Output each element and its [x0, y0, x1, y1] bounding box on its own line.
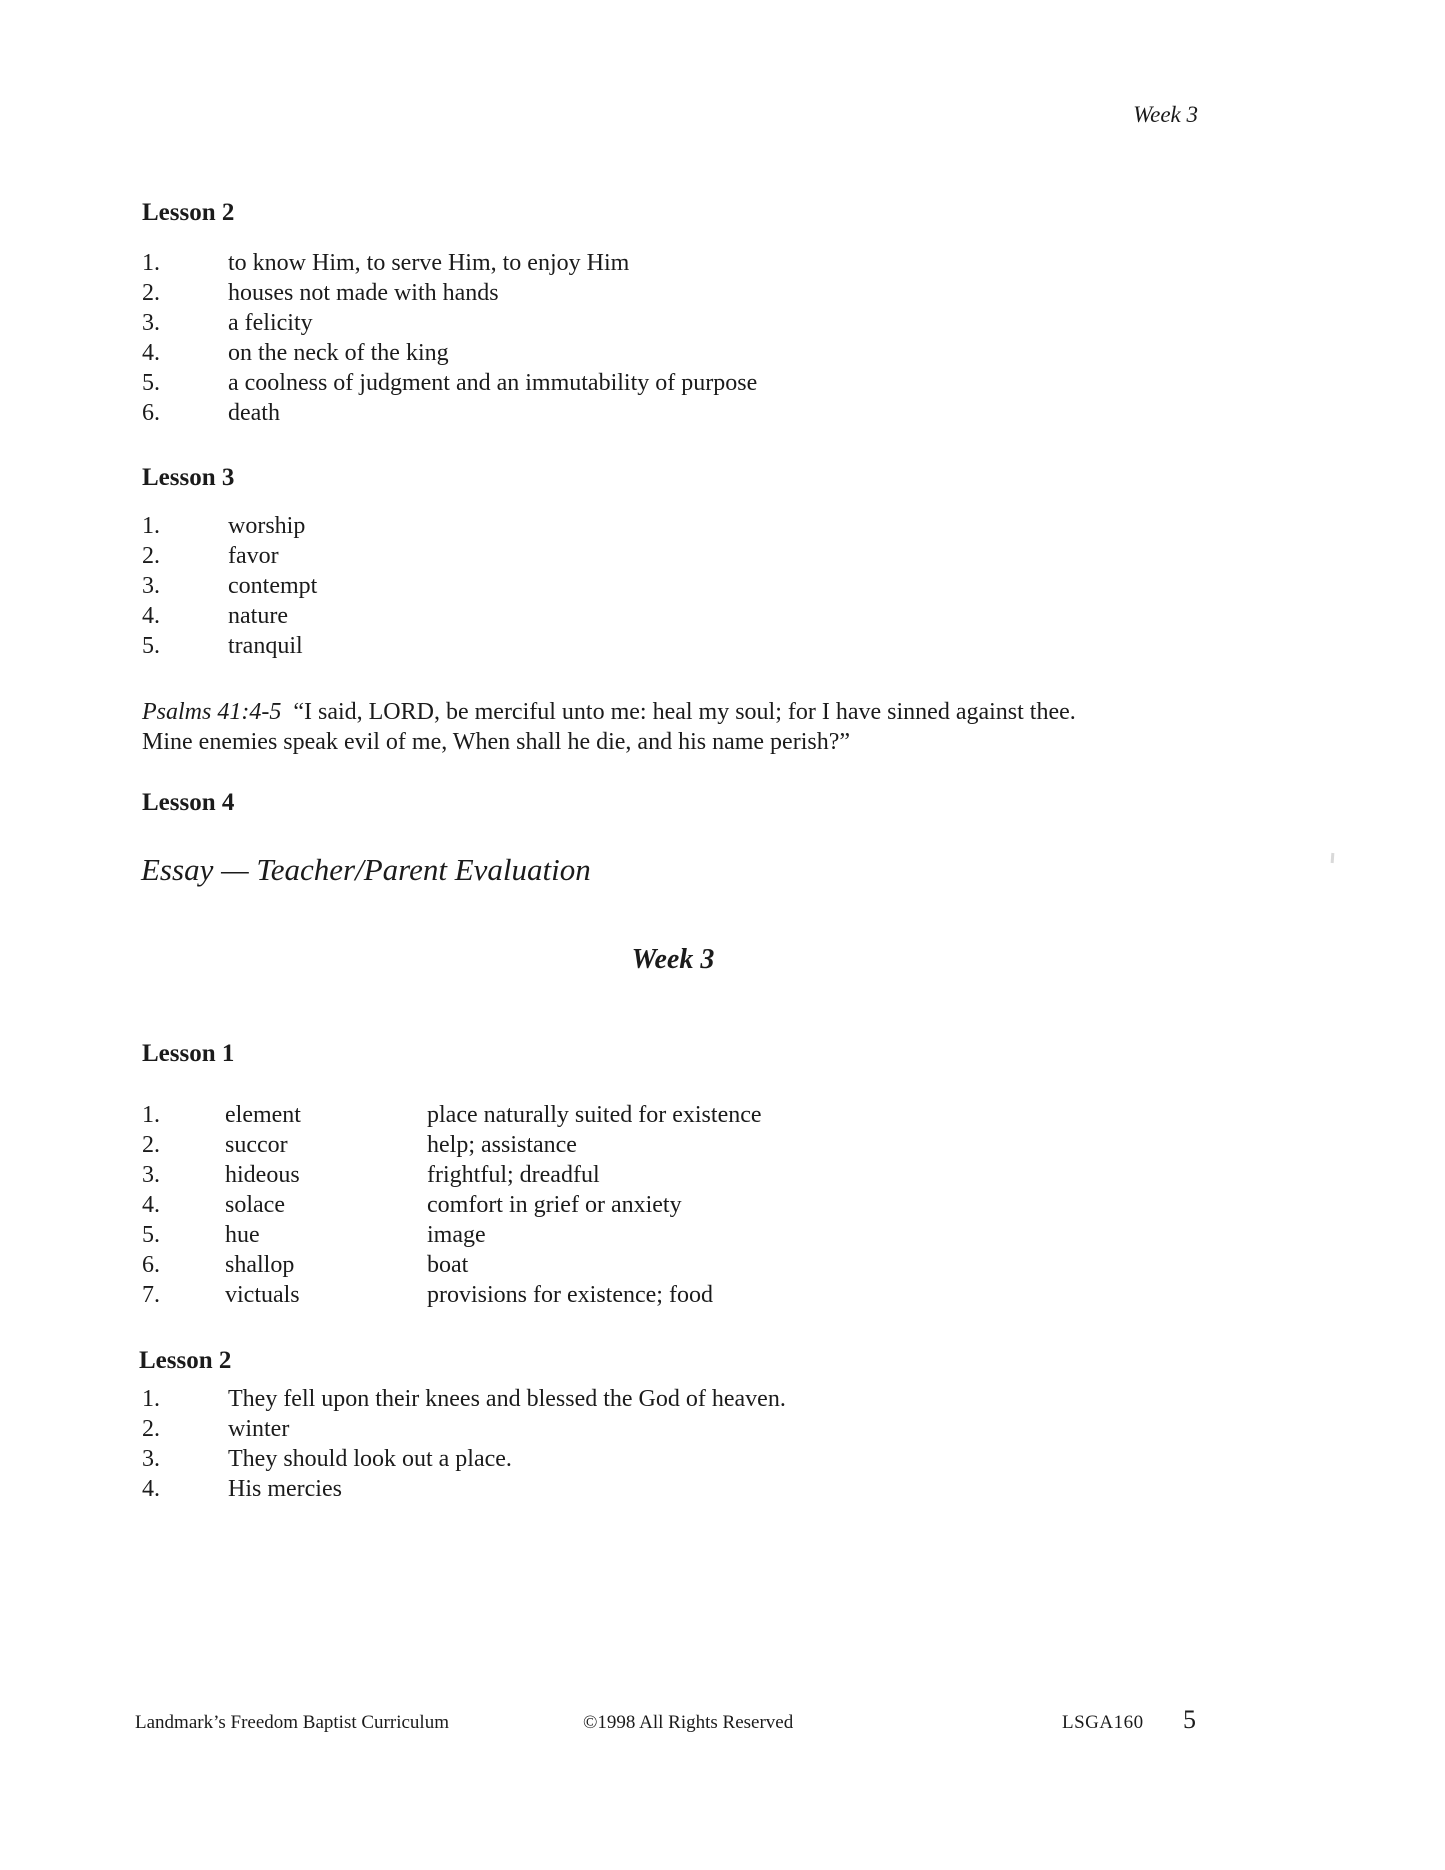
vocab-word: shallop — [225, 1252, 295, 1278]
vocab-word: hideous — [225, 1162, 300, 1188]
item-number: 5. — [142, 633, 160, 659]
item-text: tranquil — [228, 633, 303, 659]
item-text: favor — [228, 543, 279, 569]
item-text: death — [228, 400, 280, 426]
scripture-text-line2: Mine enemies speak evil of me, When shall he die, and his name perish?” — [142, 729, 850, 755]
item-number: 3. — [142, 573, 160, 599]
vocab-definition: frightful; dreadful — [427, 1162, 600, 1188]
vocab-word: hue — [225, 1222, 260, 1248]
scripture-reference: Psalms 41:4-5 — [142, 699, 282, 725]
vocab-definition: provisions for existence; food — [427, 1282, 713, 1308]
item-text: a felicity — [228, 310, 313, 336]
footer-copyright: ©1998 All Rights Reserved — [583, 1712, 794, 1733]
item-number: 3. — [142, 310, 160, 336]
item-text: They should look out a place. — [228, 1446, 512, 1472]
item-number: 4. — [142, 1476, 160, 1502]
lesson4-heading: Lesson 4 — [142, 789, 235, 816]
week3-section-title: Week 3 — [631, 944, 715, 975]
item-number: 1. — [142, 250, 160, 276]
item-text: nature — [228, 603, 288, 629]
item-text: They fell upon their knees and blessed the God of heaven. — [228, 1386, 786, 1412]
scripture-text-line1: “I said, LORD, be merciful unto me: heal my soul; for I have sinned against thee. — [293, 699, 1076, 725]
vocab-word: victuals — [225, 1282, 300, 1308]
item-number: 2. — [142, 1132, 160, 1158]
lesson2b-heading: Lesson 2 — [139, 1347, 232, 1374]
vocab-word: element — [225, 1102, 301, 1128]
vocab-word: solace — [225, 1192, 285, 1218]
item-number: 6. — [142, 1252, 160, 1278]
item-number: 4. — [142, 340, 160, 366]
item-number: 4. — [142, 603, 160, 629]
item-number: 2. — [142, 280, 160, 306]
item-number: 3. — [142, 1446, 160, 1472]
item-number: 6. — [142, 400, 160, 426]
item-number: 1. — [142, 1386, 160, 1412]
item-text: to know Him, to serve Him, to enjoy Him — [228, 250, 630, 276]
lesson3-heading: Lesson 3 — [142, 464, 235, 491]
item-text: His mercies — [228, 1476, 342, 1502]
scripture-quote — [142, 697, 1232, 757]
vocab-word: succor — [225, 1132, 288, 1158]
item-text: contempt — [228, 573, 318, 599]
page-header-week-label: Week 3 — [1133, 102, 1198, 127]
lesson1-heading: Lesson 1 — [142, 1040, 235, 1067]
scan-artifact — [1331, 853, 1335, 863]
vocab-definition: boat — [427, 1252, 469, 1278]
lesson2a-heading: Lesson 2 — [142, 199, 235, 226]
footer-page-number: 5 — [1183, 1705, 1196, 1734]
item-number: 1. — [142, 513, 160, 539]
item-number: 7. — [142, 1282, 160, 1308]
item-number: 4. — [142, 1192, 160, 1218]
item-text: on the neck of the king — [228, 340, 449, 366]
item-text: worship — [228, 513, 306, 539]
item-number: 3. — [142, 1162, 160, 1188]
item-number: 2. — [142, 543, 160, 569]
item-number: 5. — [142, 370, 160, 396]
footer-publisher: Landmark’s Freedom Baptist Curriculum — [135, 1712, 449, 1733]
vocab-definition: image — [427, 1222, 486, 1248]
item-number: 5. — [142, 1222, 160, 1248]
vocab-definition: place naturally suited for existence — [427, 1102, 762, 1128]
vocab-definition: comfort in grief or anxiety — [427, 1192, 682, 1218]
essay-evaluation-line: Essay — Teacher/Parent Evaluation — [141, 852, 591, 887]
item-number: 2. — [142, 1416, 160, 1442]
item-text: winter — [228, 1416, 290, 1442]
item-number: 1. — [142, 1102, 160, 1128]
item-text: houses not made with hands — [228, 280, 499, 306]
vocab-definition: help; assistance — [427, 1132, 577, 1158]
item-text: a coolness of judgment and an immutability of purpose — [228, 370, 758, 396]
footer-course-code: LSGA160 — [1062, 1712, 1144, 1733]
